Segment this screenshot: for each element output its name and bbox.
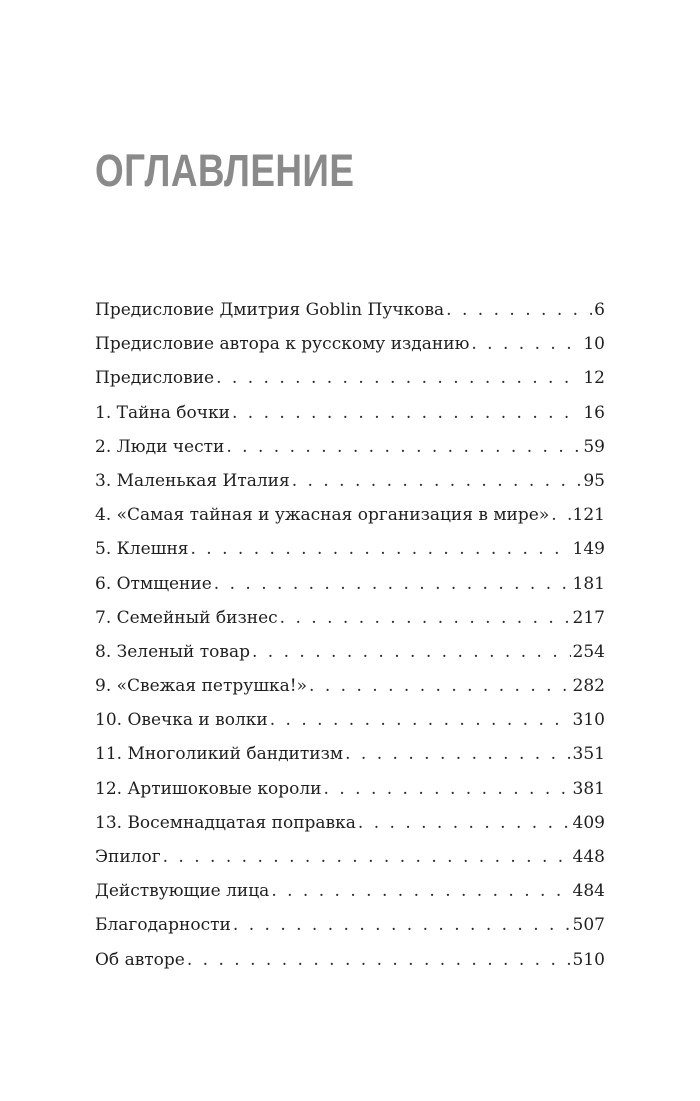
toc-entry-page: 484	[572, 881, 605, 902]
toc-entry	[95, 399, 605, 433]
dot-leader	[191, 535, 571, 563]
dot-leader	[187, 946, 571, 974]
toc-entry	[95, 501, 605, 535]
toc-entry-title: 3. Маленькая Италия	[95, 470, 290, 491]
dot-leader	[232, 399, 581, 427]
toc-entry	[95, 535, 605, 569]
toc-entry-title: 6. Отмщение	[95, 573, 212, 594]
toc-entry-title: 11. Многоликий бандитизм	[95, 744, 344, 765]
toc-entry-title: 1. Тайна бочки	[95, 402, 230, 423]
dot-leader	[163, 843, 571, 871]
dot-leader	[324, 775, 571, 803]
dot-leader	[233, 911, 571, 939]
toc-entry-title: 4. «Самая тайная и ужасная организация в мире»	[95, 505, 550, 526]
toc-entry-page: 282	[572, 676, 605, 697]
toc-entry-page: 409	[572, 812, 605, 833]
toc-entry-page: 507	[572, 915, 605, 936]
toc-entry	[95, 809, 605, 843]
toc-entry-page: 10	[583, 334, 605, 355]
toc-entry-title: Об авторе	[95, 949, 185, 970]
toc-entry	[95, 740, 605, 774]
toc-entry-title: Действующие лица	[95, 881, 270, 902]
dot-leader	[280, 604, 571, 632]
toc-entry-page: 510	[572, 949, 605, 970]
toc-entry-page: 448	[572, 847, 605, 867]
toc-entry-title: 9. «Свежая петрушка!»	[95, 676, 308, 697]
toc-entry-title: Предисловие автора к русскому изданию	[95, 334, 470, 355]
dot-leader	[446, 296, 592, 324]
toc-entry-title: 7. Семейный бизнес	[95, 607, 278, 628]
toc-entry-page: 351	[572, 744, 605, 765]
toc-entry	[95, 570, 605, 604]
toc-entry-title: 12. Артишоковые короли	[95, 778, 322, 799]
toc-entry	[95, 877, 605, 911]
toc-entry	[95, 433, 605, 467]
toc-entry	[95, 775, 605, 809]
toc-entry	[95, 911, 605, 945]
toc-entry-page: 149	[572, 539, 605, 560]
toc-entry-title: 10. Овечка и волки	[95, 710, 268, 731]
toc-entry	[95, 467, 605, 501]
toc-entry-page: 121	[572, 505, 605, 526]
toc-entry	[95, 604, 605, 638]
toc-entry-title: Предисловие	[95, 368, 215, 389]
dot-leader	[214, 570, 571, 598]
toc-entry-page: 95	[583, 470, 605, 491]
dot-leader	[471, 330, 581, 358]
toc-entry-page: 381	[572, 778, 605, 799]
dot-leader	[270, 706, 571, 734]
dot-leader	[271, 877, 570, 905]
toc-entry-page: 59	[583, 436, 605, 457]
toc-entry-page: 310	[572, 710, 605, 731]
toc-entry	[95, 296, 605, 330]
page-title: ОГЛАВЛЕНИЕ	[95, 145, 355, 197]
dot-leader	[345, 740, 570, 768]
toc-entry-title: 8. Зеленый товар	[95, 641, 250, 662]
toc-entry-title: Предисловие Дмитрия Goblin Пучкова	[95, 300, 445, 320]
toc-entry	[95, 706, 605, 740]
toc-entry-title: 5. Клешня	[95, 539, 189, 560]
dot-leader	[358, 809, 571, 837]
toc-entry	[95, 946, 605, 980]
dot-leader	[551, 501, 570, 529]
toc-entry-title: Благодарности	[95, 915, 231, 936]
toc-entry-page: 254	[572, 641, 605, 662]
toc-entry	[95, 638, 605, 672]
dot-leader	[309, 672, 571, 700]
toc-entry-title: 2. Люди чести	[95, 436, 225, 457]
toc-entry	[95, 330, 605, 364]
toc-entry	[95, 364, 605, 398]
toc-entry	[95, 843, 605, 877]
dot-leader	[292, 467, 582, 495]
dot-leader	[252, 638, 571, 666]
dot-leader	[216, 364, 581, 392]
dot-leader	[226, 433, 581, 461]
table-of-contents	[95, 296, 605, 980]
toc-entry-page: 217	[572, 607, 605, 628]
toc-entry-title: Эпилог	[95, 847, 161, 867]
toc-entry-page: 181	[572, 573, 605, 594]
toc-entry	[95, 672, 605, 706]
toc-entry-page: 6	[594, 300, 605, 320]
toc-entry-title: 13. Восемнадцатая поправка	[95, 812, 356, 833]
toc-entry-page: 12	[583, 368, 605, 389]
toc-entry-page: 16	[583, 402, 605, 423]
